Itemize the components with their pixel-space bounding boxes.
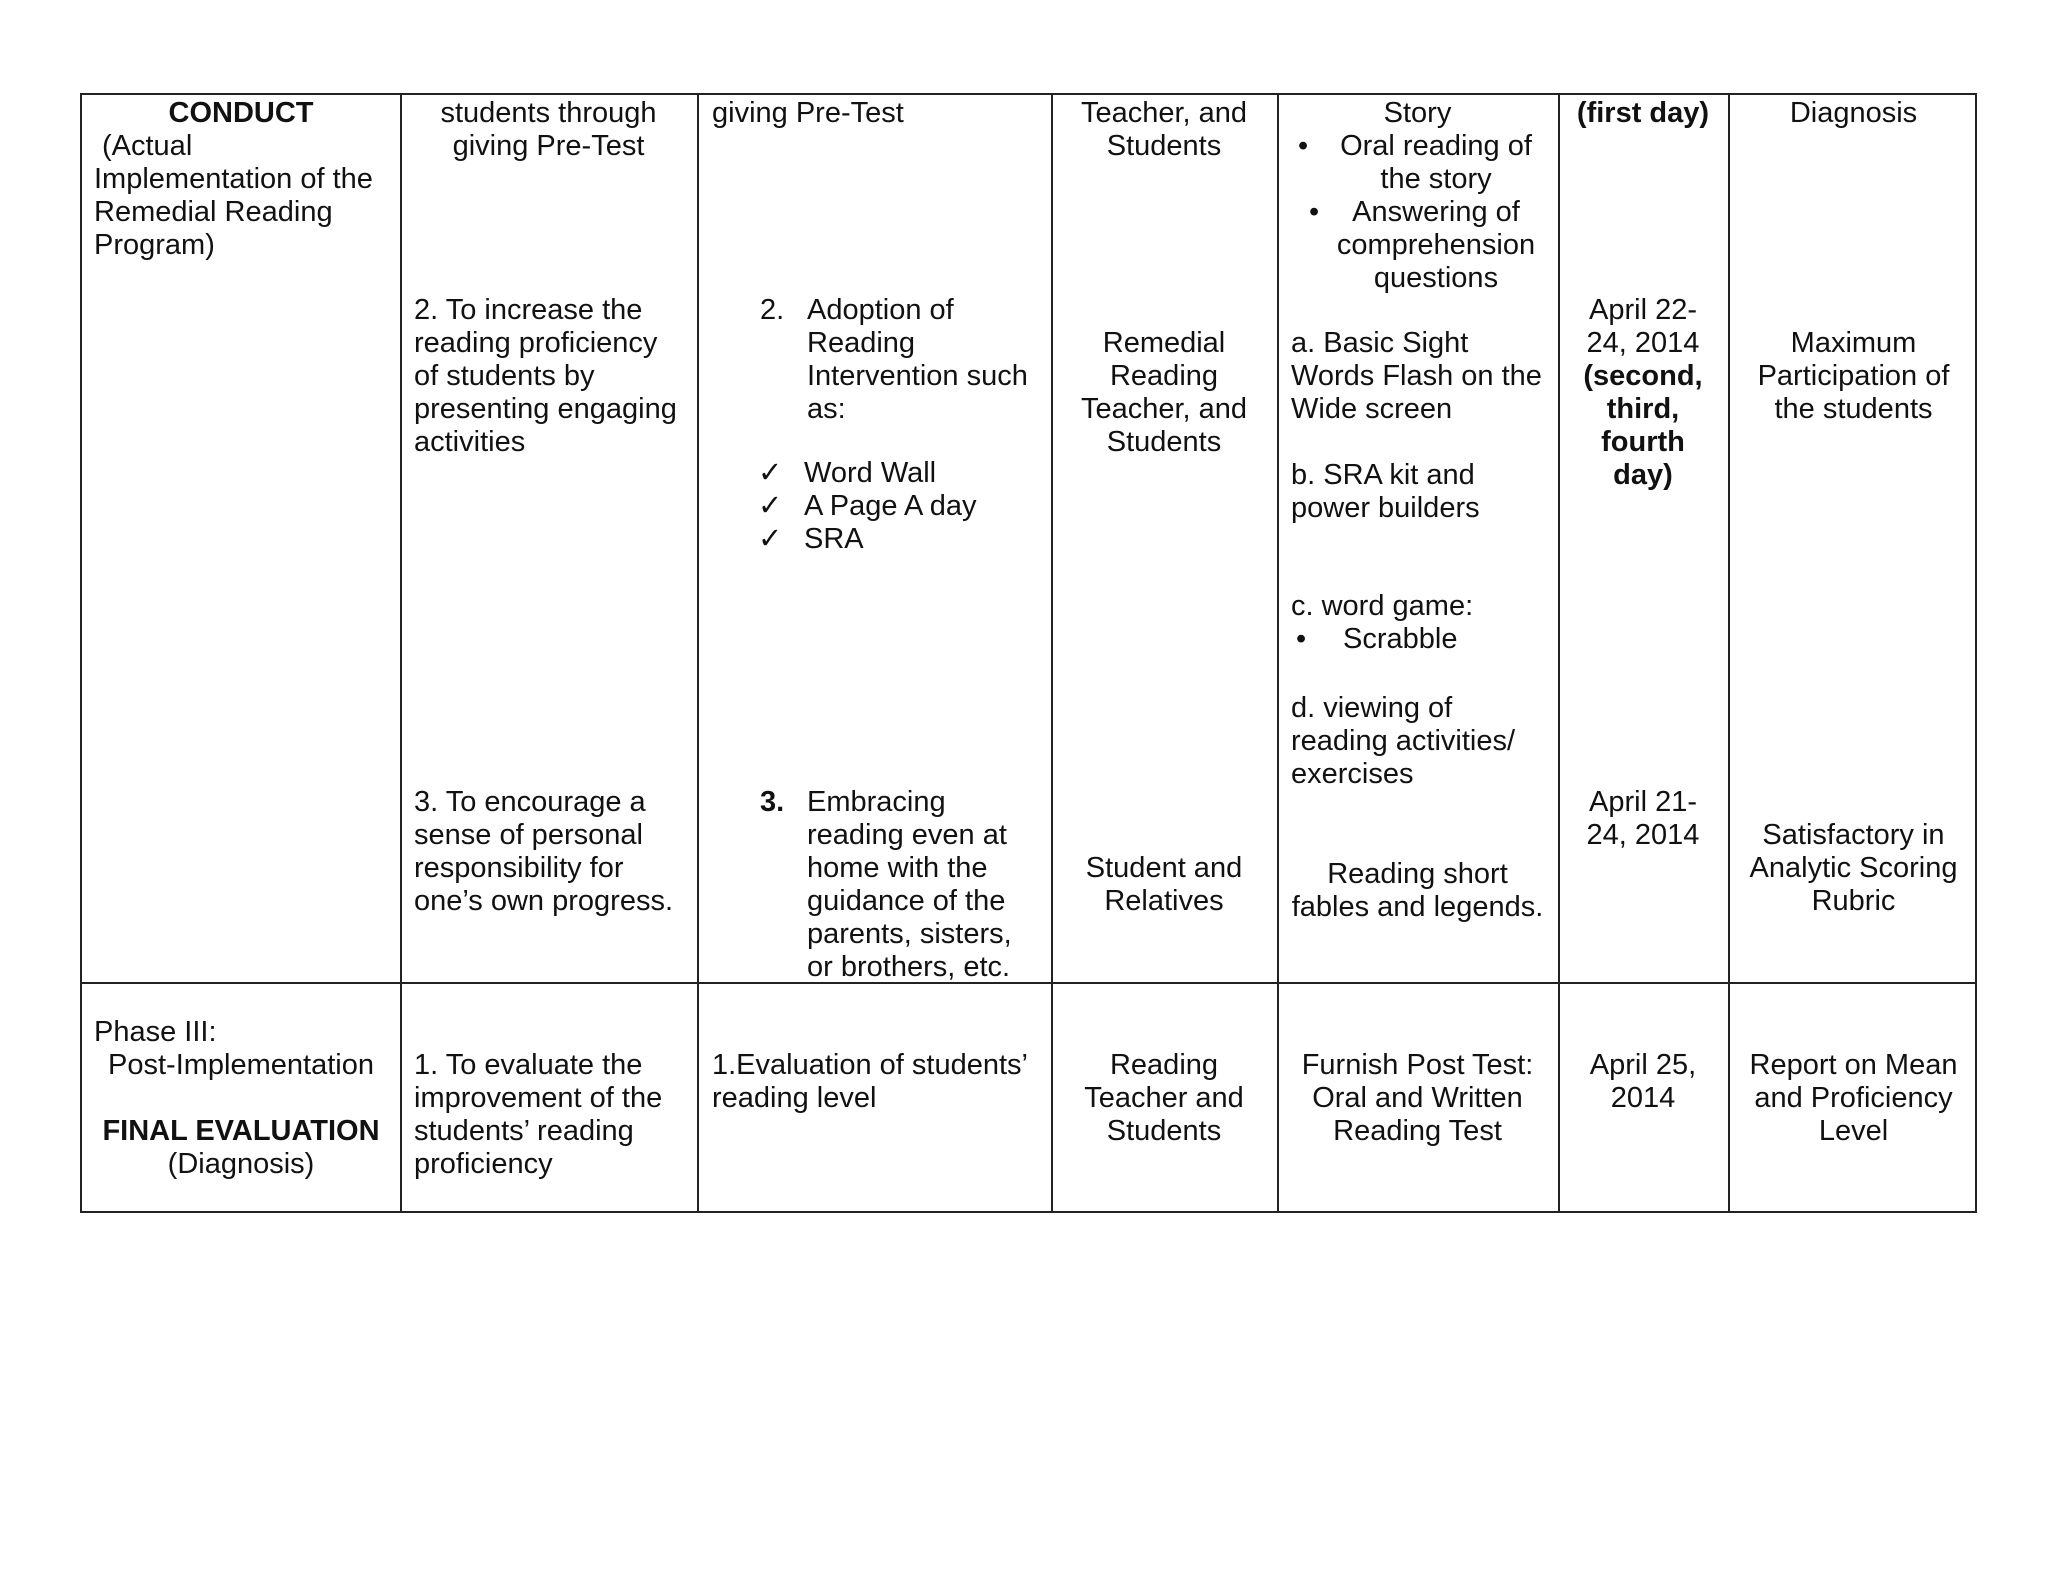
check-icon: ✓	[758, 457, 783, 489]
indicator-1: Diagnosis	[1789, 97, 1918, 129]
phase-line: Post-Implementation	[108, 1049, 374, 1081]
activity-line: Wide screen	[1291, 393, 1453, 425]
activity-line: Reading short	[1327, 858, 1508, 890]
story-bullet	[1318, 130, 1554, 196]
activity-line: fables and legends.	[1291, 891, 1544, 923]
activity-line: exercises	[1291, 758, 1414, 790]
bullet-icon: •	[1296, 623, 1307, 655]
persons-line: Teacher, and	[1080, 393, 1248, 425]
phase-title: CONDUCT	[168, 97, 314, 129]
activity-e	[1277, 858, 1558, 924]
conduct-phase-cell	[82, 97, 400, 130]
time-line: (second,	[1583, 360, 1703, 392]
objective-2	[414, 294, 677, 459]
objective-line: of students by	[414, 360, 595, 392]
activity-line: Furnish Post Test:	[1301, 1049, 1534, 1081]
objective-line: giving Pre-Test	[452, 130, 645, 162]
objective-3	[414, 786, 673, 918]
activity-line: d. viewing of	[1291, 692, 1453, 724]
time-line: third,	[1606, 393, 1680, 425]
time-line: day)	[1613, 459, 1673, 491]
strategy-item: A Page A day	[804, 490, 977, 522]
strategy-3-number: 3.	[760, 786, 785, 818]
time-line: fourth	[1601, 426, 1685, 458]
phase-spacer	[82, 1082, 400, 1115]
post-implementation-phase	[94, 1016, 217, 1049]
activity-c-item: Scrabble	[1343, 623, 1458, 655]
strategy-line: guidance of the	[807, 885, 1006, 917]
bullet-line: comprehension	[1336, 229, 1536, 261]
activity-line: Oral and Written	[1312, 1082, 1523, 1114]
objective-line: 2. To increase the	[414, 294, 643, 326]
time-line: April 21-	[1589, 786, 1697, 818]
strategy-line: or brothers, etc.	[807, 951, 1011, 983]
bullet-line: the story	[1380, 163, 1492, 195]
program-table	[80, 93, 1977, 1213]
check-icon: ✓	[758, 490, 783, 522]
objective-line: 1. To evaluate the	[414, 1049, 643, 1081]
persons-line: Students	[1106, 130, 1222, 162]
strategy-line: as:	[807, 393, 846, 425]
bullet-icon: •	[1298, 130, 1309, 162]
activity-line: Reading Test	[1333, 1115, 1502, 1147]
indicator-line: the students	[1774, 393, 1933, 425]
phase-line: (Diagnosis)	[167, 1148, 315, 1180]
bullet-line: Answering of	[1352, 196, 1520, 228]
column-divider	[1728, 95, 1730, 1211]
strategy-item: Word Wall	[804, 457, 937, 489]
strategy-line: reading level	[712, 1082, 877, 1114]
column-divider	[400, 95, 402, 1211]
activity-final	[1277, 1049, 1558, 1148]
strategy-final	[712, 1049, 1028, 1115]
objective-line: students through	[440, 97, 657, 129]
time-3	[1558, 786, 1728, 852]
column-divider	[1558, 95, 1560, 1211]
indicator-line: Rubric	[1811, 885, 1896, 917]
objective-line: 3. To encourage a	[414, 786, 646, 818]
story-bullet	[1318, 196, 1554, 295]
activity-line: reading activities/	[1291, 725, 1516, 757]
objective-line: proficiency	[414, 1148, 553, 1180]
persons-line: Students	[1106, 426, 1222, 458]
objective-line: presenting engaging	[414, 393, 677, 425]
time-2	[1558, 294, 1728, 492]
activity-story: Story	[1383, 97, 1452, 129]
objective-line: activities	[414, 426, 526, 458]
persons-2	[1051, 327, 1277, 459]
persons-line: Relatives	[1104, 885, 1224, 917]
objective-line: students’ reading	[414, 1115, 634, 1147]
persons-line: Remedial	[1102, 327, 1226, 359]
final-evaluation-title: FINAL EVALUATION	[102, 1115, 380, 1147]
indicator-3	[1728, 819, 1979, 918]
phase-line: Remedial Reading	[94, 196, 333, 228]
persons-line: Student and	[1085, 852, 1243, 884]
activity-b	[1291, 459, 1480, 525]
activity-line: Words Flash on the	[1291, 360, 1542, 392]
column-divider	[697, 95, 699, 1211]
strategy-line: parents, sisters,	[807, 918, 1012, 950]
persons-3	[1051, 852, 1277, 918]
indicator-2	[1728, 327, 1979, 426]
strategy-line: Embracing	[807, 786, 946, 818]
time-1: (first day)	[1576, 97, 1710, 129]
persons-line: Reading	[1109, 360, 1219, 392]
indicator-line: and Proficiency	[1754, 1082, 1953, 1114]
strategy-2-number: 2.	[760, 294, 785, 326]
indicator-line: Level	[1818, 1115, 1889, 1147]
persons-line: Students	[1106, 1115, 1222, 1147]
objective-line: one’s own progress.	[414, 885, 674, 917]
activity-d	[1291, 692, 1515, 791]
persons-1	[1051, 97, 1277, 163]
persons-final	[1051, 1049, 1277, 1148]
bullet-line: questions	[1373, 262, 1499, 294]
time-line: 24, 2014	[1586, 819, 1700, 851]
objective-final	[414, 1049, 662, 1181]
objective-1	[400, 97, 697, 163]
indicator-line: Participation of	[1757, 360, 1950, 392]
indicator-line: Maximum	[1790, 327, 1917, 359]
strategy-item: SRA	[804, 523, 864, 555]
phase-line: (Actual	[102, 130, 193, 162]
strategy-line: Adoption of	[807, 294, 954, 326]
strategy-line: Intervention such	[807, 360, 1028, 392]
strategy-2	[807, 294, 1028, 426]
bullet-icon: •	[1309, 196, 1320, 228]
activity-line: b. SRA kit and	[1291, 459, 1475, 491]
bullet-line: Oral reading of	[1340, 130, 1532, 162]
column-divider	[1277, 95, 1279, 1211]
time-line: 2014	[1610, 1082, 1676, 1114]
activity-line: a. Basic Sight	[1291, 327, 1469, 359]
activity-a	[1291, 327, 1542, 426]
phase-line: Program)	[94, 229, 215, 261]
column-divider	[1051, 95, 1053, 1211]
persons-line: Teacher and	[1084, 1082, 1244, 1114]
conduct-phase-description	[94, 130, 373, 262]
strategy-line: Reading	[807, 327, 916, 359]
activity-c: c. word game:	[1291, 590, 1474, 622]
strategy-1: giving Pre-Test	[712, 97, 904, 129]
phase-line: Phase III:	[94, 1016, 217, 1048]
objective-line: reading proficiency	[414, 327, 658, 359]
time-line: April 25,	[1589, 1049, 1697, 1081]
time-line: April 22-	[1589, 294, 1697, 326]
indicator-line: Report on Mean	[1749, 1049, 1958, 1081]
objective-line: sense of personal	[414, 819, 643, 851]
persons-line: Teacher, and	[1080, 97, 1248, 129]
objective-line: responsibility for	[414, 852, 624, 884]
persons-line: Reading	[1109, 1049, 1219, 1081]
indicator-line: Satisfactory in	[1762, 819, 1945, 851]
indicator-final	[1728, 1049, 1979, 1148]
time-final	[1558, 1049, 1728, 1115]
phase-line: Implementation of the	[94, 163, 373, 195]
row-divider	[82, 982, 1975, 984]
indicator-line: Analytic Scoring	[1749, 852, 1958, 884]
strategy-line: home with the	[807, 852, 988, 884]
activity-line: power builders	[1291, 492, 1480, 524]
objective-line: improvement of the	[414, 1082, 663, 1114]
strategy-line: 1.Evaluation of students’	[712, 1049, 1028, 1081]
post-implementation-phase-detail	[82, 1049, 400, 1181]
strategy-3	[807, 786, 1012, 984]
time-line: 24, 2014	[1586, 327, 1700, 359]
strategy-line: reading even at	[807, 819, 1007, 851]
check-icon: ✓	[758, 523, 783, 555]
